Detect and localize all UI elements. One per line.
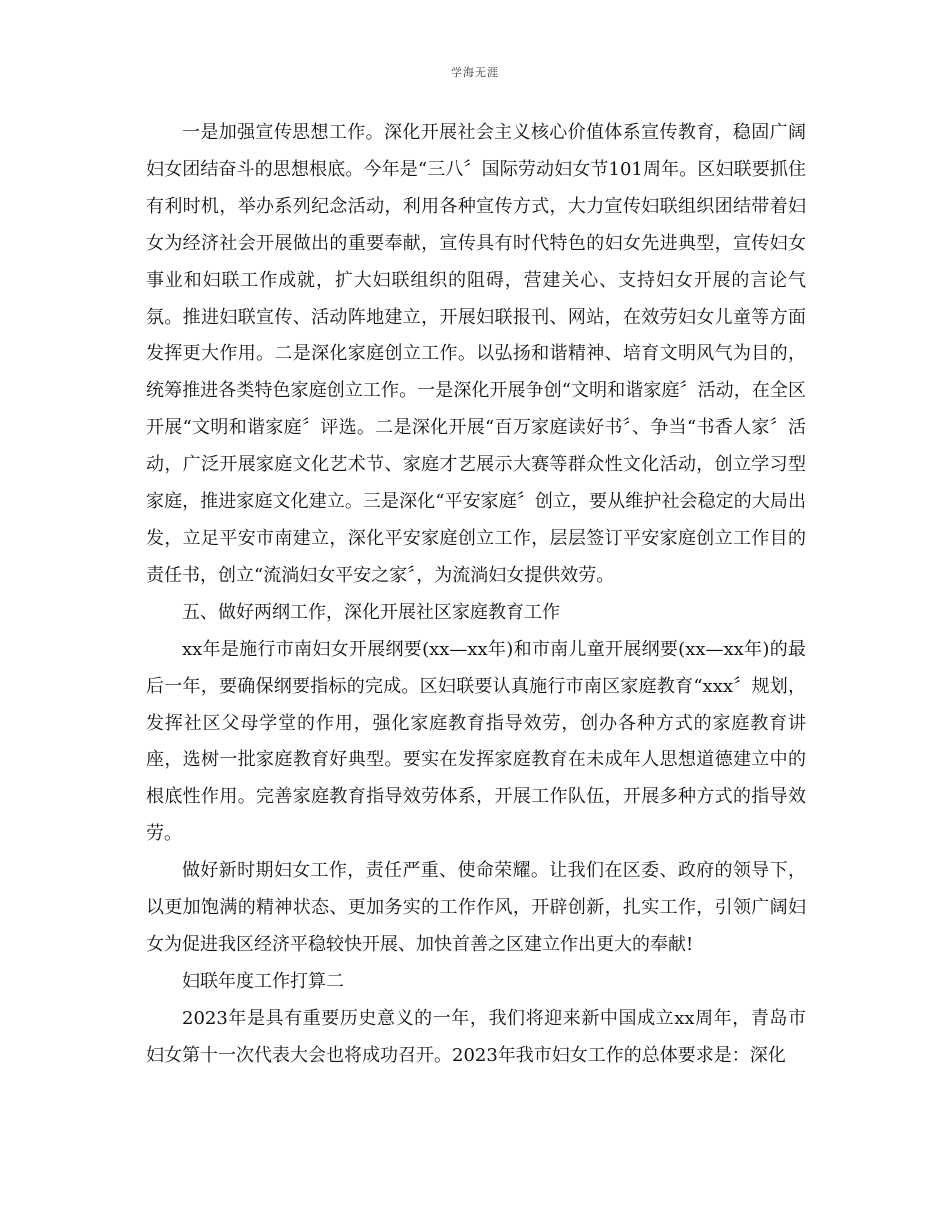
section-heading-plan-two: 妇联年度工作打算二: [182, 970, 344, 992]
section-heading-two-outlines: 五、做好两纲工作，深化开展社区家庭教育工作: [182, 601, 560, 623]
paragraph-conclusion: 做好新时期妇女工作，责任严重、使命荣耀。让我们在区委、政府的领导下，以更加饱满的精神状态、更加务实的工作作风，开辟创新，扎实工作，引领广阔妇女为促进我区经济平稳较快开展、加快首善之区建立作出更大的奉献!: [146, 860, 806, 955]
paragraph-2023-requirements: 2023年是具有重要历史意义的一年，我们将迎来新中国成立xx周年，青岛市妇女第十一次代表大会也将成功召开。2023年我市妇女工作的总体要求是：深化: [146, 1007, 806, 1066]
page-header: 学海无涯: [451, 66, 499, 79]
document-body: [146, 115, 806, 1075]
paragraph-publicity-family: 一是加强宣传思想工作。深化开展社会主义核心价值体系宣传教育，稳固广阔妇女团结奋斗的思想根底。今年是“三八〞国际劳动妇女节101周年。区妇联要抓住有利时机，举办系列纪念活动，利用各种宣传方式，大力宣传妇联组织团结带着妇女为经济社会开展做出的重要奉献，宣传具有时代特色的妇女先进典型，宣传妇女事业和妇联工作成就，扩大妇联组织的阻碍，营建关心、支持妇女开展的言论气氛。推进妇联宣传、活动阵地建立，开展妇联报刊、网站，在效劳妇女儿童等方面发挥更大作用。二是深化家庭创立工作。以弘扬和谐精神、培育文明风气为目的，统筹推进各类特色家庭创立工作。一是深化开展争创“文明和谐家庭〞活动，在全区开展“文明和谐家庭〞评选。二是深化开展“百万家庭读好书〞、争当“书香人家〞活动，广泛开展家庭文化艺术节、家庭才艺展示大赛等群众性文化活动，创立学习型家庭，推进家庭文化建立。三是深化“平安家庭〞创立，要从维护社会稳定的大局出发，立足平安市南建立，深化平安家庭创立工作，层层签订平安家庭创立工作目的责任书，创立“流淌妇女平安之家〞，为流淌妇女提供效劳。: [146, 122, 806, 586]
paragraph-family-education: xx年是施行市南妇女开展纲要(xx—xx年)和市南儿童开展纲要(xx—xx年)的最后一年，要确保纲要指标的完成。区妇联要认真施行市南区家庭教育“xxx〞规划，发挥社区父母学堂的作用，强化家庭教育指导效劳，创办各种方式的家庭教育讲座，选树一批家庭教育好典型。要实在发挥家庭教育在未成年人思想道德建立中的根底性作用。完善家庭教育指导效劳体系，开展工作队伍，开展多种方式的指导效劳。: [146, 638, 806, 845]
